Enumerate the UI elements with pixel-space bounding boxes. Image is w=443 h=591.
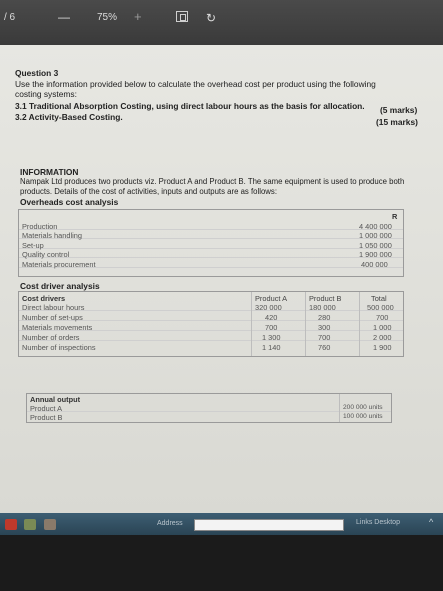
drivers-header-total: Total — [371, 294, 387, 303]
column-divider — [251, 292, 252, 356]
item-3-2: 3.2 Activity-Based Costing. — [15, 112, 123, 122]
item-3-1-marks: (5 marks) — [380, 105, 418, 115]
app-icon[interactable] — [5, 519, 17, 530]
table-row: Number of set-ups 420 280 700 — [19, 313, 403, 321]
item-3-2-marks: (15 marks) — [376, 117, 418, 127]
info-line-1: Nampak Ltd produces two products viz. Product A and Product B. The same equipment is used to produce both — [20, 177, 405, 186]
column-divider — [339, 394, 340, 422]
table-row: Number of orders 1 300 700 2 000 — [19, 333, 403, 341]
app-icon[interactable] — [24, 519, 36, 530]
overheads-unit: R — [392, 212, 398, 221]
annual-output-table — [26, 393, 392, 423]
address-label: Address — [157, 520, 183, 527]
zoom-in-button[interactable]: + — [134, 9, 142, 24]
page-indicator[interactable]: / 6 — [4, 12, 16, 23]
overheads-table — [18, 209, 404, 277]
links-desktop-label[interactable]: Links Desktop — [356, 519, 400, 526]
column-divider — [359, 292, 360, 356]
chevron-up-icon[interactable]: ^ — [429, 517, 434, 527]
zoom-out-button[interactable]: — — [58, 10, 70, 24]
rotate-icon[interactable]: ↻ — [206, 11, 217, 25]
table-row: Production 4 400 000 — [19, 222, 403, 230]
drivers-title: Cost driver analysis — [20, 281, 100, 291]
item-3-1: 3.1 Traditional Absorption Costing, using direct labour hours as the basis for allocation. — [15, 101, 365, 111]
intro-line-2: costing systems: — [15, 89, 77, 99]
table-row: Materials procurement 400 000 — [19, 260, 403, 268]
table-row: Materials movements 700 300 1 000 — [19, 323, 403, 331]
drivers-header-b: Product B — [309, 294, 342, 303]
info-line-2: products. Details of the cost of activities, inputs and outputs are as follows: — [20, 187, 277, 196]
table-row: Materials handling 1 000 000 — [19, 231, 403, 239]
viewer-toolbar — [0, 0, 443, 45]
output-title: Annual output — [30, 395, 81, 404]
overheads-title: Overheads cost analysis — [20, 197, 119, 207]
drivers-header-label: Cost drivers — [22, 294, 66, 303]
table-row: Set-up 1 050 000 — [19, 241, 403, 249]
taskbar — [0, 513, 443, 535]
address-input[interactable] — [194, 519, 344, 531]
table-row: Product B 100 000 units — [30, 413, 383, 422]
table-row: Quality control 1 900 000 — [19, 250, 403, 258]
column-divider — [305, 292, 306, 356]
intro-line-1: Use the information provided below to calculate the overhead cost per product using the following — [15, 79, 376, 89]
question-title: Question 3 — [15, 68, 59, 78]
table-row: Direct labour hours 320 000 180 000 500 000 — [19, 303, 403, 311]
document-page — [0, 45, 443, 513]
zoom-level[interactable]: 75% — [97, 12, 118, 23]
table-row: Number of inspections 1 140 760 1 900 — [22, 343, 392, 352]
info-title: INFORMATION — [20, 167, 79, 177]
fit-page-icon[interactable] — [176, 11, 188, 22]
cost-drivers-table — [18, 291, 404, 357]
drivers-header-a: Product A — [255, 294, 288, 303]
table-row: Product A 200 000 units — [27, 404, 391, 412]
app-icon[interactable] — [44, 519, 56, 530]
